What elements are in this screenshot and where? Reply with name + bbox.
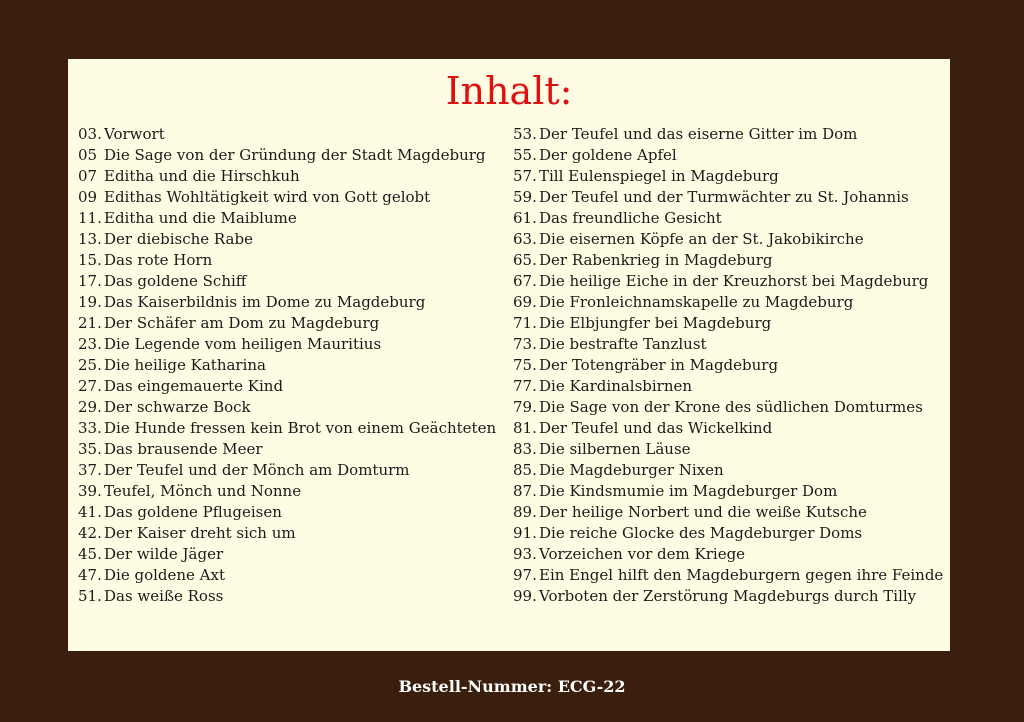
entry-title: Till Eulenspiegel in Magdeburg	[539, 167, 779, 185]
page-number: 75.	[513, 356, 537, 374]
page-number: 87.	[513, 482, 537, 500]
page-number: 27.	[78, 377, 102, 395]
contents-entry	[78, 376, 508, 397]
entry-title: Das goldene Schiff	[104, 272, 247, 290]
entry-title: Der heilige Norbert und die weiße Kutsche	[539, 503, 867, 521]
contents-entry	[513, 355, 943, 376]
entry-title: Ein Engel hilft den Magdeburgern gegen ihre Feinde	[539, 566, 944, 584]
contents-entry	[513, 166, 943, 187]
page-number: 81.	[513, 419, 537, 437]
contents-entry	[513, 376, 943, 397]
contents-entry	[513, 481, 943, 502]
entry-title: Das rote Horn	[104, 251, 213, 269]
page-number: 89.	[513, 503, 537, 521]
entry-title: Der goldene Apfel	[539, 146, 677, 164]
contents-entry	[78, 355, 508, 376]
entry-title: Vorwort	[104, 125, 165, 143]
contents-column-left	[78, 124, 508, 607]
contents-entry	[513, 334, 943, 355]
page-number: 77.	[513, 377, 537, 395]
page-number: 15.	[78, 251, 102, 269]
entry-title: Der Teufel und der Turmwächter zu St. Johannis	[539, 188, 909, 206]
page-number: 85.	[513, 461, 537, 479]
entry-title: Die heilige Katharina	[104, 356, 266, 374]
page-number: 33.	[78, 419, 102, 437]
entry-title: Vorboten der Zerstörung Magdeburgs durch Tilly	[539, 587, 917, 605]
entry-title: Der Kaiser dreht sich um	[104, 524, 296, 542]
contents-entry	[513, 271, 943, 292]
entry-title: Die Sage von der Gründung der Stadt Magdeburg	[104, 146, 486, 164]
page-number: 19.	[78, 293, 102, 311]
page-number: 13.	[78, 230, 102, 248]
entry-title: Die Hunde fressen kein Brot von einem Geächteten	[104, 419, 497, 437]
page-number: 35.	[78, 440, 102, 458]
entry-title: Der Rabenkrieg in Magdeburg	[539, 251, 773, 269]
entry-title: Die goldene Axt	[104, 566, 226, 584]
page-number: 09	[78, 188, 98, 206]
contents-entry	[513, 502, 943, 523]
page-number: 47.	[78, 566, 102, 584]
page-number: 93.	[513, 545, 537, 563]
contents-card	[68, 59, 950, 651]
contents-entry	[513, 439, 943, 460]
page-number: 51.	[78, 587, 102, 605]
page-number: 61.	[513, 209, 537, 227]
page-number: 05	[78, 146, 98, 164]
page-number: 83.	[513, 440, 537, 458]
page-number: 91.	[513, 524, 537, 542]
entry-title: Die Fronleichnamskapelle zu Magdeburg	[539, 293, 854, 311]
entry-title: Die eisernen Köpfe an der St. Jakobikirche	[539, 230, 864, 248]
entry-title: Der schwarze Bock	[104, 398, 251, 416]
page-number: 99.	[513, 587, 537, 605]
entry-title: Die Kardinalsbirnen	[539, 377, 693, 395]
contents-entry	[78, 250, 508, 271]
entry-title: Der Teufel und das eiserne Gitter im Dom	[539, 125, 858, 143]
page-number: 73.	[513, 335, 537, 353]
contents-entry	[513, 145, 943, 166]
entry-title: Teufel, Mönch und Nonne	[104, 482, 302, 500]
page-number: 53.	[513, 125, 537, 143]
contents-entry	[513, 124, 943, 145]
contents-entry	[78, 292, 508, 313]
entry-title: Die Magdeburger Nixen	[539, 461, 724, 479]
entry-title: Die reiche Glocke des Magdeburger Doms	[539, 524, 863, 542]
entry-title: Die Legende vom heiligen Mauritius	[104, 335, 382, 353]
page-number: 21.	[78, 314, 102, 332]
contents-entry	[513, 586, 943, 607]
entry-title: Das goldene Pflugeisen	[104, 503, 282, 521]
contents-entry	[78, 145, 508, 166]
contents-entry	[78, 586, 508, 607]
entry-title: Der Teufel und das Wickelkind	[539, 419, 773, 437]
contents-entry	[78, 229, 508, 250]
contents-entry	[78, 208, 508, 229]
entry-title: Der Schäfer am Dom zu Magdeburg	[104, 314, 380, 332]
contents-entry	[513, 250, 943, 271]
entry-title: Der Totengräber in Magdeburg	[539, 356, 779, 374]
entry-title: Editha und die Hirschkuh	[104, 167, 300, 185]
contents-entry	[513, 418, 943, 439]
page-title: Inhalt:	[445, 69, 573, 113]
page-number: 23.	[78, 335, 102, 353]
entry-title: Das Kaiserbildnis im Dome zu Magdeburg	[104, 293, 426, 311]
entry-title: Edithas Wohltätigkeit wird von Gott gelobt	[104, 188, 431, 206]
entry-title: Die Sage von der Krone des südlichen Domturmes	[539, 398, 923, 416]
page-number: 07	[78, 167, 98, 185]
contents-entry	[78, 418, 508, 439]
contents-entry	[513, 229, 943, 250]
contents-entry	[78, 439, 508, 460]
page-number: 17.	[78, 272, 102, 290]
page-number: 25.	[78, 356, 102, 374]
contents-entry	[513, 523, 943, 544]
contents-entry	[78, 523, 508, 544]
contents-entry	[78, 502, 508, 523]
page-number: 42.	[78, 524, 102, 542]
contents-entry	[513, 544, 943, 565]
entry-title: Der diebische Rabe	[104, 230, 253, 248]
page-number: 37.	[78, 461, 102, 479]
page-number: 41.	[78, 503, 102, 521]
contents-entry	[513, 460, 943, 481]
contents-entry	[513, 397, 943, 418]
contents-entry	[78, 460, 508, 481]
page-number: 11.	[78, 209, 102, 227]
contents-entry	[78, 313, 508, 334]
contents-entry	[78, 166, 508, 187]
page-number: 79.	[513, 398, 537, 416]
page-number: 45.	[78, 545, 102, 563]
entry-title: Die Kindsmumie im Magdeburger Dom	[539, 482, 838, 500]
contents-column-right	[513, 124, 943, 607]
contents-entry	[78, 124, 508, 145]
contents-entry	[78, 544, 508, 565]
contents-entry	[78, 271, 508, 292]
entry-title: Die silbernen Läuse	[539, 440, 691, 458]
entry-title: Die Elbjungfer bei Magdeburg	[539, 314, 772, 332]
page-number: 29.	[78, 398, 102, 416]
contents-entry	[78, 481, 508, 502]
entry-title: Die bestrafte Tanzlust	[539, 335, 707, 353]
entry-title: Das brausende Meer	[104, 440, 263, 458]
contents-entry	[78, 565, 508, 586]
page-number: 03.	[78, 125, 102, 143]
contents-entry	[513, 313, 943, 334]
page-number: 57.	[513, 167, 537, 185]
order-number: Bestell-Nummer: ECG-22	[398, 677, 626, 696]
entry-title: Editha und die Maiblume	[104, 209, 297, 227]
contents-entry	[513, 208, 943, 229]
page-number: 71.	[513, 314, 537, 332]
entry-title: Der Teufel und der Mönch am Domturm	[104, 461, 410, 479]
contents-entry	[513, 565, 943, 586]
page-number: 39.	[78, 482, 102, 500]
entry-title: Vorzeichen vor dem Kriege	[539, 545, 746, 563]
page-number: 69.	[513, 293, 537, 311]
page-number: 67.	[513, 272, 537, 290]
entry-title: Das eingemauerte Kind	[104, 377, 284, 395]
page-number: 55.	[513, 146, 537, 164]
contents-entry	[513, 187, 943, 208]
entry-title: Der wilde Jäger	[104, 545, 224, 563]
page-number: 65.	[513, 251, 537, 269]
page-number: 59.	[513, 188, 537, 206]
entry-title: Die heilige Eiche in der Kreuzhorst bei Magdeburg	[539, 272, 929, 290]
contents-entry	[78, 397, 508, 418]
contents-entry	[78, 334, 508, 355]
contents-entry	[513, 292, 943, 313]
contents-entry	[78, 187, 508, 208]
page-number: 63.	[513, 230, 537, 248]
page-number: 97.	[513, 566, 537, 584]
entry-title: Das freundliche Gesicht	[539, 209, 722, 227]
entry-title: Das weiße Ross	[104, 587, 224, 605]
